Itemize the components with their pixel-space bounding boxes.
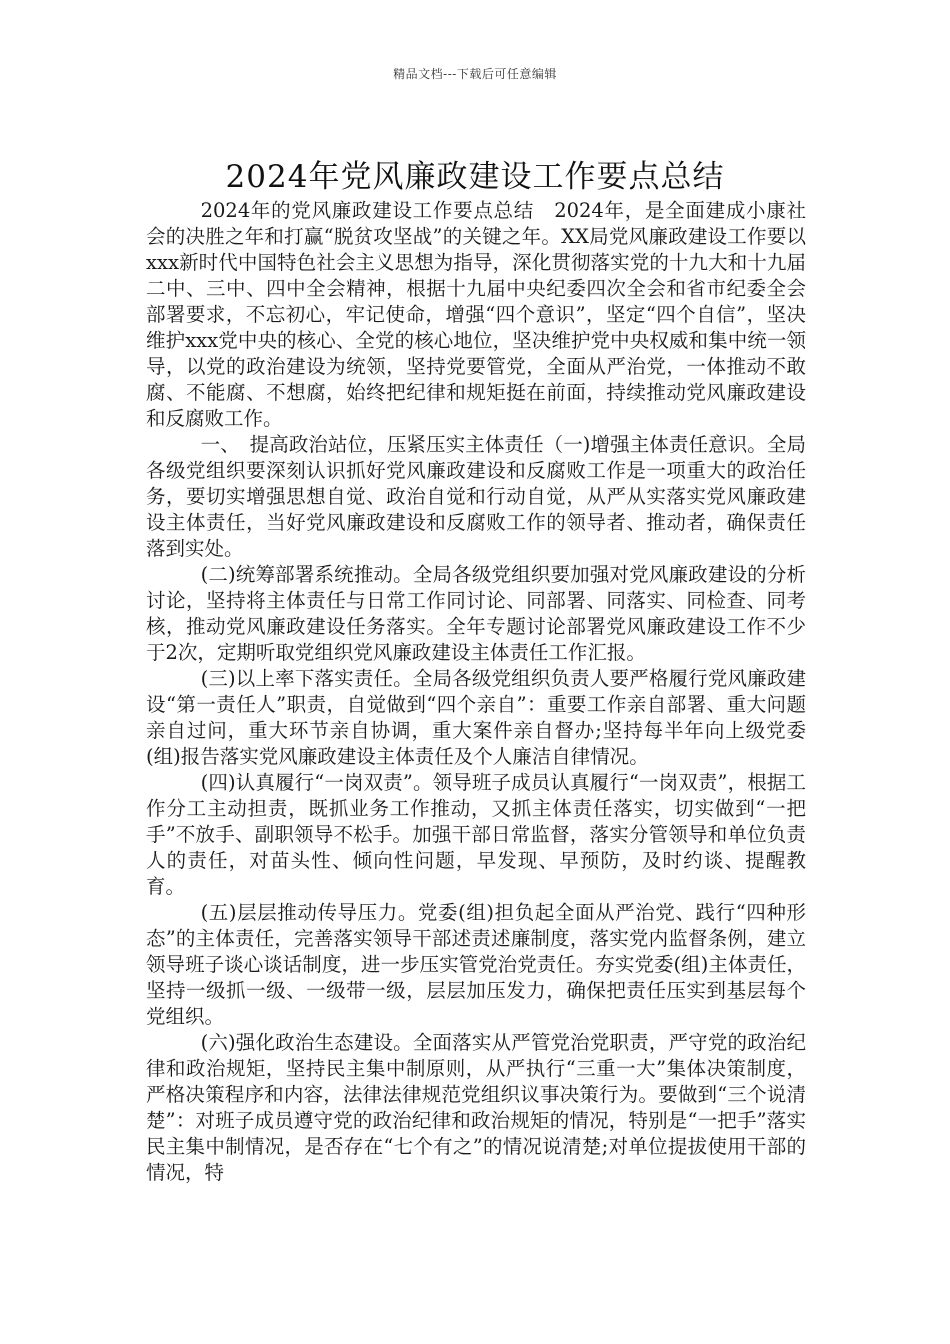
document-body <box>146 198 806 1186</box>
paragraph-section-3: (三)以上率下落实责任。全局各级党组织负责人要严格履行党风廉政建设“第一责任人”职责，自觉做到“四个亲自”：重要工作亲自部署、重大问题亲自过问，重大环节亲自协调，重大案件亲自督办;坚持每半年向上级党委(组)报告落实党风廉政建设主体责任及个人廉洁自律情况。 <box>146 667 806 768</box>
paragraph-section-5: (五)层层推动传导压力。党委(组)担负起全面从严治党、践行“四种形态”的主体责任，完善落实领导干部述责述廉制度，落实党内监督条例，建立领导班子谈心谈话制度，进一步压实管党治党责任。夯实党委(组)主体责任，坚持一级抓一级、一级带一级，层层加压发力，确保把责任压实到基层每个党组织。 <box>146 901 806 1028</box>
header-note: 精品文档---下载后可任意编辑 <box>393 67 557 81</box>
paragraph-section-2: (二)统筹部署系统推动。全局各级党组织要加强对党风廉政建设的分析讨论，坚持将主体责任与日常工作同讨论、同部署、同落实、同检查、同考核，推动党风廉政建设任务落实。全年专题讨论部署党风廉政建设工作不少于2次，定期听取党组织党风廉政建设主体责任工作汇报。 <box>146 563 806 664</box>
paragraph-section-6: (六)强化政治生态建设。全面落实从严管党治党职责，严守党的政治纪律和政治规矩，坚持民主集中制原则，从严执行“三重一大”集体决策制度，严格决策程序和内容，法律法律规范党组织议事决策行为。要做到“三个说清楚”：对班子成员遵守党的政治纪律和政治规矩的情况，特别是“一把手”落实民主集中制情况，是否存在“七个有之”的情况说清楚;对单位提拔使用干部的情况，特 <box>146 1031 806 1184</box>
paragraph-section-4: (四)认真履行“一岗双责”。领导班子成员认真履行“一岗双责”，根据工作分工主动担责，既抓业务工作推动，又抓主体责任落实，切实做到“一把手”不放手、副职领导不松手。加强干部日常监督，落实分管领导和单位负责人的责任，对苗头性、倾向性问题，早发现、早预防，及时约谈、提醒教育。 <box>146 771 806 898</box>
document-title: 2024年党风廉政建设工作要点总结 <box>225 158 725 195</box>
paragraph-intro: 2024年的党风廉政建设工作要点总结 2024年，是全面建成小康社会的决胜之年和打赢“脱贫攻坚战”的关键之年。XX局党风廉政建设工作要以xxx新时代中国特色社会主义思想为指导，深化贯彻落实党的十九大和十九届二中、三中、四中全会精神，根据十九届中央纪委四次全会和省市纪委全会部署要求，不忘初心，牢记使命，增强“四个意识”，坚定“四个自信”，坚决维护xxx党中央的核心、全党的核心地位，坚决维护党中央权威和集中统一领导，以党的政治建设为统领，坚持党要管党，全面从严治党，一体推动不敢腐、不能腐、不想腐，始终把纪律和规矩挺在前面，持续推动党风廉政建设和反腐败工作。 <box>146 199 806 430</box>
paragraph-section-1: 一、 提高政治站位，压紧压实主体责任（一)增强主体责任意识。全局各级党组织要深刻认识抓好党风廉政建设和反腐败工作是一项重大的政治任务，要切实增强思想自觉、政治自觉和行动自觉，从严从实落实党风廉政建设主体责任，当好党风廉政建设和反腐败工作的领导者、推动者，确保责任落到实处。 <box>146 433 806 560</box>
